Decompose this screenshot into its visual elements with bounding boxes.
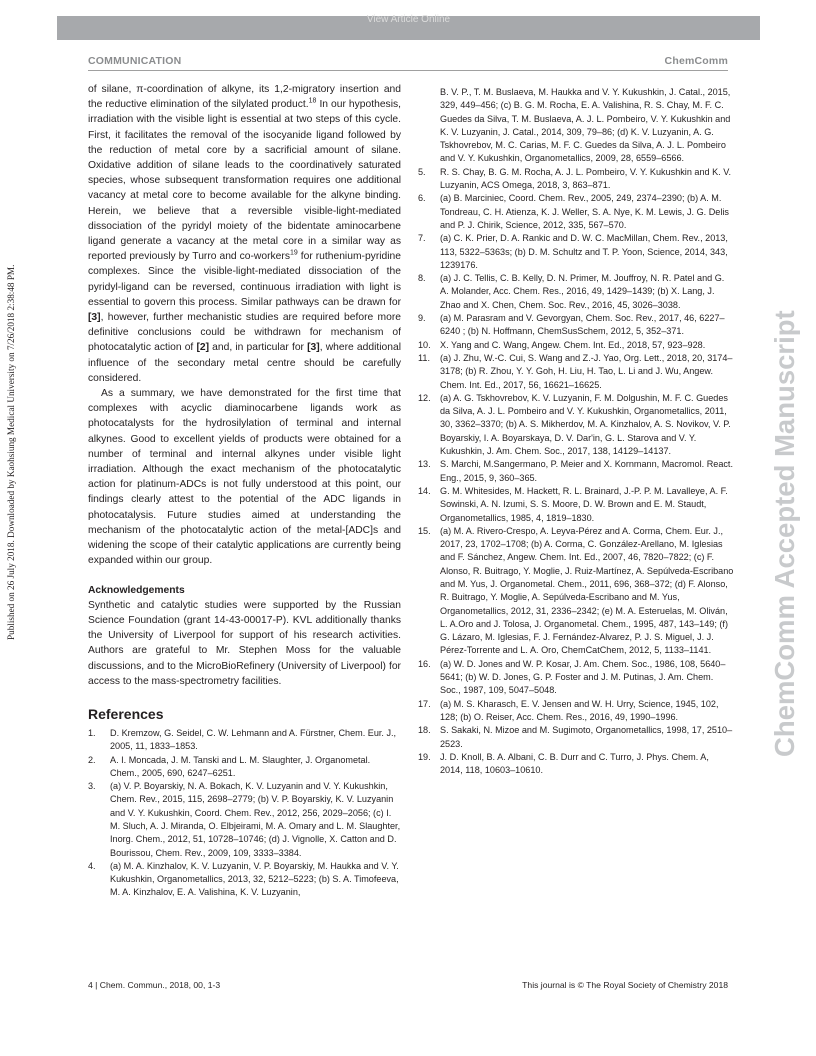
reference-number: 7.: [418, 233, 426, 244]
acknowledgements-text: Synthetic and catalytic studies were supported by the Russian Science Foundation (grant 14-43-00017-P). KVL additionally thanks the University of Liverpool for support of his research activities. Authors are grateful to Mr. Stephen Moss for the valuable discussions, and to the MicroBioRefinery (University of Liverpool) for access to the mass-spectrometry facilities.: [88, 599, 401, 687]
reference-number: 5.: [418, 166, 426, 177]
reference-text: (a) M. S. Kharasch, E. V. Jensen and W. H. Urry, Science, 1945, 102, 128; (b) O. Reiser, Acc. Chem. Res., 2016, 49, 1990–1996.: [440, 698, 719, 722]
reference-text: (a) J. Zhu, W.-C. Cui, S. Wang and Z.-J. Yao, Org. Lett., 2018, 20, 3174–3178; (b) R. Zhou, Y. Y. Goh, H. Liu, H. Tao, L. Li and J. Wu, Angew. Chem. Int. Ed., 2017, 56, 16621–16625.: [440, 352, 733, 390]
references-left: [88, 727, 401, 900]
reference-item: [88, 780, 401, 860]
reference-item: [88, 754, 401, 781]
section-label: COMMUNICATION: [88, 55, 182, 67]
reference-item: [418, 751, 734, 778]
reference-text: R. S. Chay, B. G. M. Rocha, A. J. L. Pombeiro, V. Y. Kukushkin and K. V. Luzyanin, ACS Omega, 2018, 3, 863–871.: [440, 166, 731, 191]
reference-text: S. Sakaki, N. Mizoe and M. Sugimoto, Organometallics, 1998, 17, 2510–2523.: [440, 725, 733, 749]
watermark-text: ChemComm Accepted Manuscript: [769, 310, 800, 757]
reference-number: 1.: [88, 727, 96, 738]
reference-text: (a) W. D. Jones and W. P. Kosar, J. Am. Chem. Soc., 1986, 108, 5640–5641; (b) W. D. Jones, G. P. Foster and J. M. Putinas, J. Am. Chem. Soc., 1987, 109, 5047–5048.: [440, 658, 726, 696]
reference-number: 16.: [418, 658, 431, 669]
reference-text: (a) A. G. Tskhovrebov, K. V. Luzyanin, F. M. Dolgushin, M. F. C. Guedes da Silva, A. J. L. Pombeiro and V. Y. Kukushkin, Organometallics, 2011, 30, 3362–3370; (b) A. S. Mikherdov, M. A. Kinzhalov, A. S. Novikov, V. P. Boyarskiy, I. A. Boyarskaya, D. V. Dar'in, G. L. Starova and V. Y. Kukushkin, J. Am. Chem. Soc., 2017, 138, 14129–14137.: [440, 392, 731, 457]
reference-number: 3.: [88, 781, 96, 792]
page-header: [88, 54, 728, 71]
footer-citation: 4 | Chem. Commun., 2018, 00, 1-3: [88, 980, 221, 990]
journal-name: ChemComm: [664, 55, 728, 67]
footer-copyright: This journal is © The Royal Society of Chemistry 2018: [522, 980, 728, 990]
left-column: [88, 82, 401, 900]
reference-number: 2.: [88, 754, 96, 765]
reference-number: 18.: [418, 725, 431, 736]
reference-item: [418, 352, 734, 392]
reference-item: [418, 724, 734, 751]
reference-number: 12.: [418, 392, 431, 403]
reference-text: A. I. Moncada, J. M. Tanski and L. M. Slaughter, J. Organometal. Chem., 2005, 690, 6247–6251.: [110, 754, 371, 778]
reference-item: [418, 339, 734, 352]
reference-number: 11.: [418, 352, 430, 363]
reference-item: [418, 86, 734, 166]
reference-item: [418, 698, 734, 725]
reference-text: B. V. P., T. M. Buslaeva, M. Haukka and V. Y. Kukushkin, J. Catal., 2015, 329, 449–456; (c) B. G. M. Rocha, E. A. Valishina, R. S. Chay, M. F. C. Guedes da Silva, T. M. Buslaeva, A. J. L. Pombeiro, V. Y. Kukushkin and K. V. Luzyanin, J. Catal., 2014, 309, 79–86; (d) K. V. Luzyanin, A. G. Tskhovrebov, M. C. Carias, M. F. C. Guedes da Silva, A. J. L. Pombeiro and V. Y. Kukushkin, Organometallics, 2009, 28, 6559–6566.: [440, 87, 731, 164]
reference-text: (a) J. C. Tellis, C. B. Kelly, D. N. Primer, M. Jouffroy, N. R. Patel and G. A. Molander, Acc. Chem. Res., 2016, 49, 1429–1439; (b) X. Lang, J. Zhao and X. Chen, Chem. Soc. Rev., 2016, 45, 3026–3038.: [440, 273, 725, 310]
reference-number: 4.: [88, 860, 96, 871]
body-paragraph-1: of silane, π-coordination of alkyne, its 1,2-migratory insertion and the reductive elimination of the silylated product.$^{18}$ In our hypothesis, irradiation with the visible light is essential at two steps of this cycle. First, it facilitates the removal of the isocyanide ligand followed by the reduction of metal core by a sacrificial amount of silane. Oxidative addition of silane leads to the coordinatively saturated species, whose subsequent transformation requires one additional vacancy at metal core to become available for the alkyne binding. Herein, we believe that a reversible visible-light-mediated dissociation of the pyridyl moiety of the bidentate aminocarbene ligand generate a vacancy at the metal core in a similar way as reported previously by Turro and co-workers$^{19}$ for ruthenium-pyridine complexes. Since the visible-light-mediated dissociation of the pyridyl-ligand can be reversed, continuous irradiation with light is essential to govern this process. Similar pathways can be drawn for [3], however, further mechanistic studies are required before more definitive conclusions could be withdrawn for mechanism of photocatalytic action of [2] and, in particular for [3], where additional influence of the secondary metal centre should be carefully considered.: [88, 84, 402, 384]
reference-item: [418, 485, 734, 525]
publication-note: Published on 26 July 2018. Downloaded by Kaohsiung Medical University on 7/26/2018 2:38:48 PM.: [6, 264, 16, 640]
reference-number: 13.: [418, 459, 431, 470]
reference-text: G. M. Whitesides, M. Hackett, R. L. Brainard, J.-P. P. M. Lavalleye, A. F. Sowinski, A. N. Izumi, S. S. Moore, D. W. Brown and E. M. Staudt, Organometallics, 1985, 4, 1819–1830.: [440, 485, 728, 523]
view-online-bar[interactable]: [57, 16, 760, 40]
page-footer: [88, 980, 728, 992]
reference-text: (a) M. Parasram and V. Gevorgyan, Chem. Soc. Rev., 2017, 46, 6227–6240 ; (b) N. Hoffmann, ChemSusSchem, 2012, 5, 352–371.: [440, 313, 725, 337]
reference-text: (a) C. K. Prier, D. A. Rankic and D. W. C. MacMillan, Chem. Rev., 2013, 113, 5322–5363s; (b) D. M. Schultz and T. P. Yoon, Science, 2014, 343, 1239176.: [440, 233, 728, 270]
reference-text: S. Marchi, M.Sangermano, P. Meier and X. Kornmann, Macromol. React. Eng., 2015, 9, 360–365.: [440, 459, 733, 483]
reference-item: [418, 525, 734, 658]
reference-text: (a) M. A. Rivero-Crespo, A. Leyva-Pérez and A. Corma, Chem. Eur. J., 2017, 23, 1702–1708; (b) A. Corma, C. González-Arellano, M. Iglesias and F. Sánchez, Angew. Chem. Int. Ed., 2007, 46, 7820–7822; (c) F. Alonso, R. Buitrago, Y. Moglie, J. Ruiz-Martínez, A. Sepúlveda-Escribano and M. Yus, J. Organometal. Chem., 2011, 696, 368–372; (d) F. Alonso, R. Buitrago, Y. Moglie, A. Sepúlveda-Escribano and M. Yus, Organometallics, 2012, 31, 2336–2342; (e) M. A. Esteruelas, M. Oliván, L. A.Oro and J. Tolosa, J. Organometal. Chem., 1995, 487, 143–149; (f) G. Lázaro, M. Iglesias, F. J. Fernández-Alvarez, P. J. S. Miguel, J. J. Pérez-Torrente and L. A. Oro, ChemCatChem, 2012, 5, 1133–1141.: [440, 525, 734, 656]
reference-text: D. Kremzow, G. Seidel, C. W. Lehmann and A. Fürstner, Chem. Eur. J., 2005, 11, 1833–1853.: [110, 727, 397, 752]
references-heading: References: [88, 705, 164, 722]
reference-text: X. Yang and C. Wang, Angew. Chem. Int. Ed., 2018, 57, 923–928.: [440, 339, 706, 350]
right-column: [418, 86, 734, 777]
reference-number: 19.: [418, 751, 431, 762]
references-right: [418, 86, 734, 777]
reference-text: J. D. Knoll, B. A. Albani, C. B. Durr and C. Turro, J. Phys. Chem. A, 2014, 118, 10603–10610.: [440, 751, 709, 776]
accepted-manuscript-watermark: [768, 287, 808, 757]
reference-item: [418, 272, 734, 312]
reference-number: 15.: [418, 525, 431, 536]
reference-item: [88, 727, 401, 754]
reference-text: (a) M. A. Kinzhalov, K. V. Luzyanin, V. P. Boyarskiy, M. Haukka and V. Y. Kukushkin, Organometallics, 2013, 32, 5212–5223; (b) S. A. Timofeeva, M. A. Kinzhalov, E. A. Valishina, K. V. Luzyanin,: [110, 860, 399, 898]
reference-item: [418, 312, 734, 339]
reference-number: 10.: [418, 339, 431, 350]
publication-sidebar: [0, 0, 20, 1056]
reference-number: 14.: [418, 485, 431, 496]
reference-item: [418, 232, 734, 272]
reference-item: [88, 860, 401, 900]
reference-item: [418, 458, 734, 485]
body-paragraph-2: As a summary, we have demonstrated for the first time that complexes with acyclic diaminocarbene ligands work as photocatalysts for the hydrosilylation of terminal and internal alkynes. Good to excellent yields of products were obtained for a number of terminal and internal alkynes under visible light irradiation. Although the exact mechanism of the photocatalytic action for platinum-ADCs is not fully understood at this point, our findings clearly attest to the potential of the ADC ligands in photocatalysis. Future studies aimed at understanding the mechanism of the photocatalytic action of the metal-[ADC]s and widening the scope of their catalytic applications are currently being expanded within our group.: [88, 388, 401, 567]
reference-text: (a) B. Marciniec, Coord. Chem. Rev., 2005, 249, 2374–2390; (b) A. M. Tondreau, C. H. Atienza, K. J. Weller, S. A. Nye, K. M. Lewis, J. G. Delis and P. J. Chirik, Science, 2012, 335, 567–570.: [440, 193, 729, 230]
reference-item: [418, 192, 734, 232]
reference-number: [418, 86, 440, 166]
reference-number: 8.: [418, 273, 426, 284]
reference-text: (a) V. P. Boyarskiy, N. A. Bokach, K. V. Luzyanin and V. Y. Kukushkin, Chem. Rev., 2015, 115, 2698–2779; (b) V. P. Boyarskiy, K. V. Luzyanin and V. Y. Kukushkin, Coord. Chem. Rev., 2012, 256, 2029–2056; (c) I. M. Sluch, A. J. Miranda, O. Elbjeirami, M. A. Omary and L. M. Slaughter, Inorg. Chem., 2012, 51, 10728–10746; (d) J. Vignolle, X. Catton and D. Bourissou, Chem. Rev., 2009, 109, 3333–3384.: [110, 781, 401, 858]
acknowledgements-heading: Acknowledgements: [88, 584, 185, 596]
reference-number: 9.: [418, 313, 426, 324]
reference-item: [418, 658, 734, 698]
reference-item: [418, 166, 734, 193]
reference-number: 17.: [418, 698, 431, 709]
reference-item: [418, 392, 734, 458]
reference-number: 6.: [418, 193, 426, 204]
view-article-online-link[interactable]: View Article Online: [366, 14, 451, 25]
